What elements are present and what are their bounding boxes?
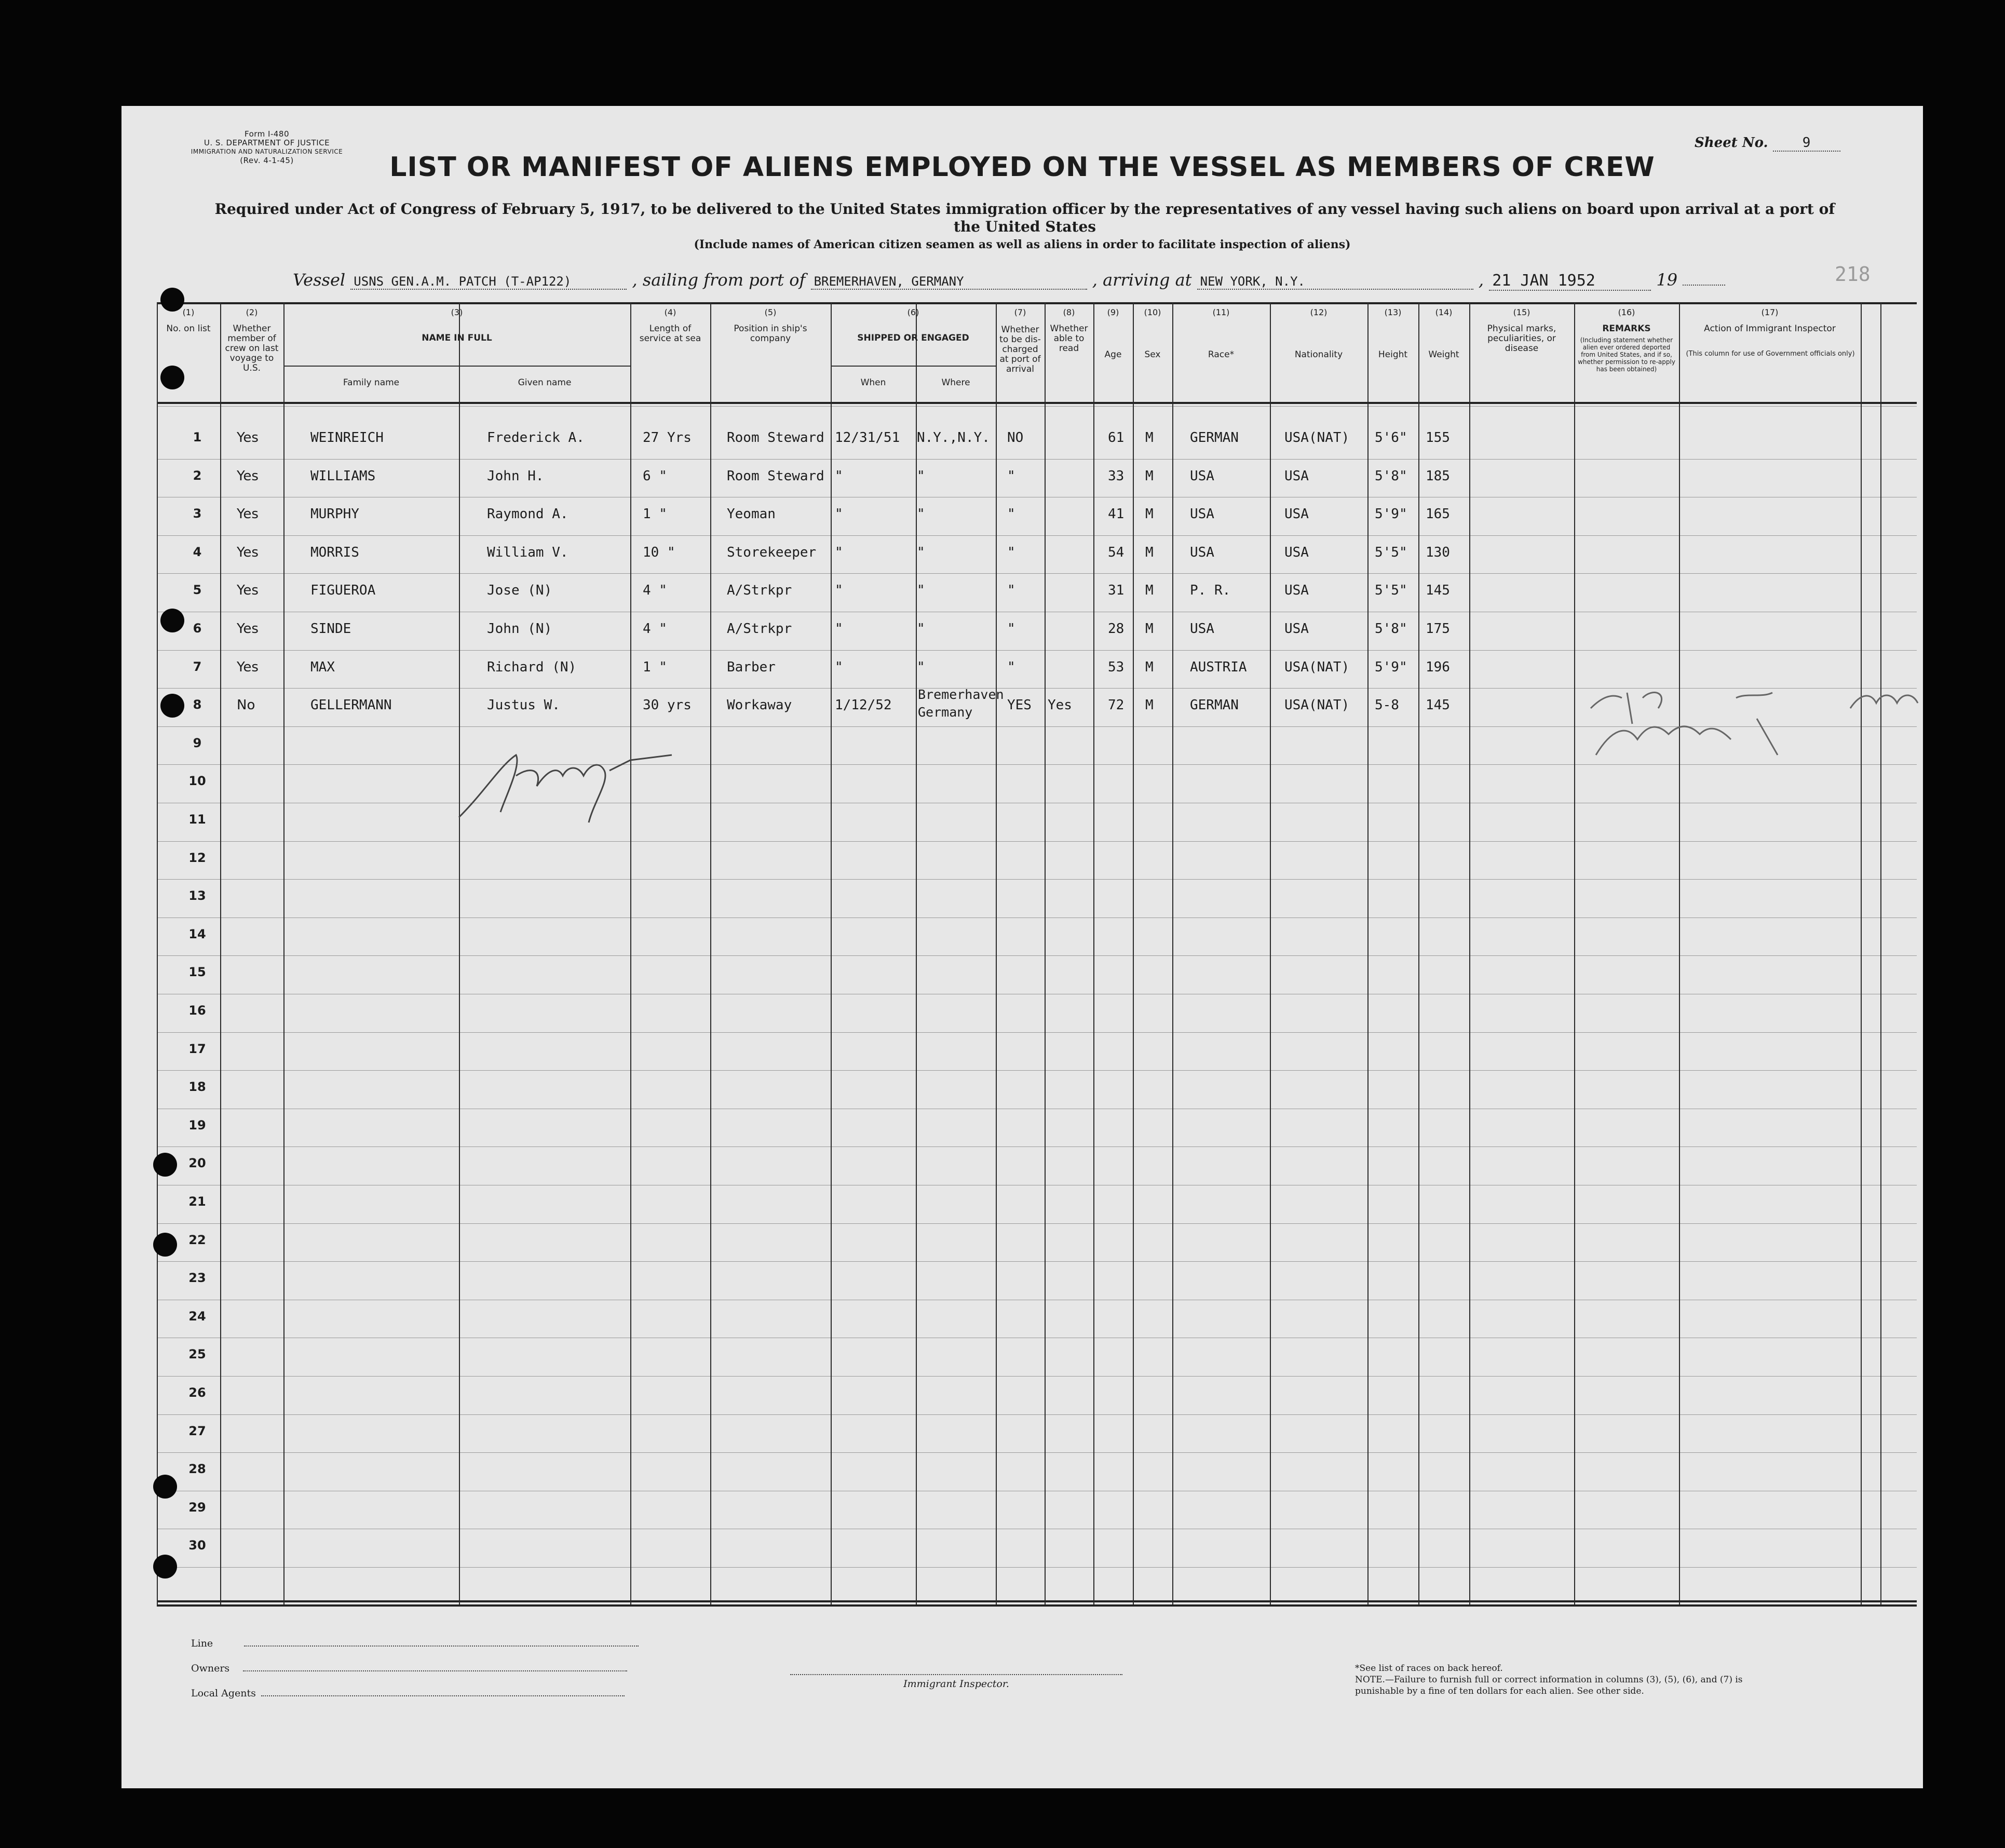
sheet-number <box>1695 135 1840 152</box>
row-number: 28 <box>188 1462 206 1477</box>
crew-position: Room Steward <box>727 468 824 484</box>
row-number: 7 <box>193 659 202 674</box>
row-rule <box>157 535 1917 536</box>
year-label: 19 <box>1656 270 1678 290</box>
crew-given: John (N) <box>487 621 552 637</box>
column-header-c15: Physical marks, peculiarities, or disease <box>1487 323 1556 354</box>
row-number: 29 <box>188 1500 206 1515</box>
crew-nationality: USA <box>1284 583 1309 599</box>
row-number: 17 <box>188 1041 206 1056</box>
crew-race: USA <box>1190 468 1214 484</box>
column-header-c16: REMARKS <box>1602 323 1651 334</box>
voyage-line: Vessel USNS GEN.A.M. PATCH (T-AP122) , sailing from port of BREMERHAVEN, GERMANY , arriving at NEW YORK, N.Y. , 21 JAN 1952 19 <box>293 270 1850 291</box>
column-number-c15: (15) <box>1513 307 1530 317</box>
table-rule <box>157 1604 1917 1607</box>
footer-owners <box>191 1663 627 1674</box>
column-rule <box>1093 302 1094 1604</box>
crew-discharged: " <box>1007 544 1015 560</box>
crew-position: A/Strkpr <box>727 583 792 599</box>
sheet-number-label: Sheet No. <box>1695 135 1768 151</box>
column-rule <box>710 302 711 1604</box>
column-header-c9: Age <box>1104 349 1122 360</box>
column-header-c5: Position in ship's company <box>734 323 807 344</box>
crew-prev: Yes <box>237 583 259 599</box>
column-number-c17: (17) <box>1761 307 1779 317</box>
column-number-c11: (11) <box>1212 307 1230 317</box>
row-number: 8 <box>193 697 202 712</box>
shipped-subheader-rule <box>831 366 996 367</box>
crew-height: 5'5" <box>1375 583 1407 599</box>
crew-family: FIGUEROA <box>310 583 376 599</box>
crew-when: 12/31/51 <box>835 430 900 446</box>
crew-age: 54 <box>1108 544 1125 560</box>
crew-service: 30 yrs <box>643 697 692 713</box>
crew-discharged: " <box>1007 659 1015 675</box>
crew-height: 5-8 <box>1375 697 1399 713</box>
crew-discharged: " <box>1007 506 1015 522</box>
binder-hole <box>160 609 184 632</box>
column-header-c11: Race* <box>1208 349 1235 360</box>
crew-prev: Yes <box>237 621 259 637</box>
crew-race: P. R. <box>1190 583 1231 599</box>
row-number: 6 <box>193 621 202 636</box>
crew-weight: 155 <box>1426 430 1450 446</box>
row-number: 10 <box>188 774 206 789</box>
column-number-c9: (9) <box>1107 307 1119 317</box>
column-rule <box>1679 302 1680 1604</box>
column-header-c3: NAME IN FULL <box>422 333 492 343</box>
remarks-handwriting <box>1580 677 1788 771</box>
column-header-c7: Whether to be dis-charged at port of arrival <box>999 325 1041 374</box>
row-rule <box>157 1223 1917 1224</box>
sheet-number-value: 9 <box>1773 135 1840 152</box>
footer-inspector <box>790 1674 1122 1690</box>
crew-where: Bremerhaven Germany <box>918 687 1004 720</box>
table-rule <box>157 402 1917 404</box>
crew-weight: 185 <box>1426 468 1450 484</box>
name-subheader-divider <box>459 366 460 402</box>
crew-when: 1/12/52 <box>835 697 892 713</box>
form-rev: (Rev. 4-1-45) <box>240 156 294 165</box>
row-number: 18 <box>188 1080 206 1095</box>
footer-owners-label: Owners <box>191 1663 230 1674</box>
crew-sex: M <box>1145 468 1154 484</box>
crew-sex: M <box>1145 697 1154 713</box>
sailing-label: , sailing from port of <box>632 270 806 290</box>
crew-family: WEINREICH <box>310 430 384 446</box>
arriving-label: , arriving at <box>1092 270 1192 290</box>
crew-sex: M <box>1145 659 1154 675</box>
row-number: 20 <box>188 1156 206 1171</box>
footer-agents <box>191 1688 625 1699</box>
row-number: 23 <box>188 1271 206 1286</box>
crew-discharged: NO <box>1007 430 1024 446</box>
form-number: Form I-480 <box>244 129 290 139</box>
column-number-c1: (1) <box>182 307 195 317</box>
crew-race: USA <box>1190 506 1214 522</box>
name-subheader-rule <box>283 366 630 367</box>
crew-nationality: USA(NAT) <box>1284 697 1350 713</box>
signature-justus <box>454 734 703 828</box>
binder-hole <box>153 1475 177 1499</box>
crew-where: " <box>917 621 925 637</box>
crew-when: " <box>835 468 843 484</box>
crew-weight: 175 <box>1426 621 1450 637</box>
crew-service: 1 " <box>643 659 667 675</box>
column-number-c8: (8) <box>1063 307 1075 317</box>
row-rule <box>157 573 1917 574</box>
column-header-family-name: Family name <box>343 377 400 388</box>
crew-sex: M <box>1145 506 1154 522</box>
footer-line-label: Line <box>191 1638 213 1649</box>
crew-sex: M <box>1145 544 1154 560</box>
race-note: *See list of races on back hereof. <box>1355 1663 1503 1674</box>
row-rule <box>157 1070 1917 1071</box>
column-rule <box>996 302 997 1604</box>
row-number: 11 <box>188 812 206 827</box>
column-rule <box>157 302 158 1604</box>
crew-where: " <box>917 659 925 675</box>
crew-service: 4 " <box>643 583 667 599</box>
crew-family: MORRIS <box>310 544 359 560</box>
crew-when: " <box>835 583 843 599</box>
form-dept: U. S. DEPARTMENT OF JUSTICE <box>204 138 330 147</box>
crew-service: 1 " <box>643 506 667 522</box>
row-rule <box>157 841 1917 842</box>
row-number: 2 <box>193 468 202 483</box>
row-number: 13 <box>188 888 206 903</box>
crew-nationality: USA <box>1284 621 1309 637</box>
crew-weight: 196 <box>1426 659 1450 675</box>
crew-nationality: USA(NAT) <box>1284 659 1350 675</box>
crew-service: 10 " <box>643 544 675 560</box>
column-number-c4: (4) <box>664 307 676 317</box>
row-number: 24 <box>188 1309 206 1324</box>
row-number: 27 <box>188 1423 206 1438</box>
crew-race: USA <box>1190 621 1214 637</box>
vessel-name: USNS GEN.A.M. PATCH (T-AP122) <box>350 274 627 290</box>
column-header-c16-sub: (Including statement whether alien ever ordered deported from United States, and if so, whether permission to re-apply has been obtained) <box>1578 336 1675 373</box>
crew-position: Yeoman <box>727 506 776 522</box>
column-header-c8: Whether able to read <box>1050 323 1088 354</box>
arriving-port: NEW YORK, N.Y. <box>1197 274 1473 290</box>
binder-hole <box>153 1153 177 1177</box>
row-rule <box>157 1376 1917 1377</box>
crew-age: 31 <box>1108 583 1125 599</box>
row-rule <box>157 1567 1917 1568</box>
crew-position: Workaway <box>727 697 792 713</box>
crew-family: WILLIAMS <box>310 468 376 484</box>
row-rule <box>157 1261 1917 1262</box>
crew-age: 28 <box>1108 621 1125 637</box>
crew-when: " <box>835 659 843 675</box>
column-header-c13: Height <box>1378 349 1408 360</box>
crew-when: " <box>835 544 843 560</box>
crew-read: Yes <box>1048 697 1072 713</box>
column-rule <box>831 302 832 1604</box>
crew-age: 61 <box>1108 430 1125 446</box>
crew-discharged: " <box>1007 468 1015 484</box>
year-fill <box>1683 285 1725 286</box>
crew-weight: 165 <box>1426 506 1450 522</box>
crew-service: 6 " <box>643 468 667 484</box>
column-rule <box>630 302 631 1604</box>
column-rule <box>459 302 460 1604</box>
crew-given: Raymond A. <box>487 506 568 522</box>
row-number: 19 <box>188 1117 206 1132</box>
crew-sex: M <box>1145 621 1154 637</box>
crew-height: 5'9" <box>1375 506 1407 522</box>
crew-service: 4 " <box>643 621 667 637</box>
crew-given: Jose (N) <box>487 583 552 599</box>
crew-sex: M <box>1145 583 1154 599</box>
row-number: 3 <box>193 506 202 521</box>
column-rule <box>1418 302 1419 1604</box>
column-number-c13: (13) <box>1384 307 1402 317</box>
footer-inspector-label: Immigrant Inspector. <box>903 1678 1009 1690</box>
crew-height: 5'6" <box>1375 430 1407 446</box>
crew-position: Barber <box>727 659 776 675</box>
footer-notes <box>1355 1663 1770 1697</box>
crew-position: Storekeeper <box>727 544 817 560</box>
crew-prev: Yes <box>237 430 259 446</box>
column-number-c6: (6) <box>907 307 919 317</box>
row-rule <box>157 1452 1917 1453</box>
page-subtitle: Required under Act of Congress of February 5, 1917, to be delivered to the United States immigration officer by the representatives of any vessel having such aliens on board upon arrival at a port of the United States <box>214 200 1835 235</box>
remarks-number-handwriting <box>1845 677 1923 719</box>
crew-when: " <box>835 621 843 637</box>
row-number: 4 <box>193 544 202 559</box>
column-header-given-name: Given name <box>518 377 572 388</box>
crew-family: GELLERMANN <box>310 697 392 713</box>
column-number-c7: (7) <box>1014 307 1026 317</box>
row-number: 26 <box>188 1385 206 1400</box>
column-rule <box>916 302 917 1604</box>
row-number: 21 <box>188 1194 206 1209</box>
shipped-subheader-divider <box>916 366 917 402</box>
column-rule <box>283 302 285 1604</box>
row-number: 25 <box>188 1347 206 1362</box>
crew-weight: 145 <box>1426 697 1450 713</box>
column-number-c5: (5) <box>764 307 777 317</box>
crew-height: 5'5" <box>1375 544 1407 560</box>
manifest-sheet <box>121 106 1923 1788</box>
column-rule <box>1133 302 1134 1604</box>
column-number-c12: (12) <box>1310 307 1327 317</box>
column-rule <box>1172 302 1173 1604</box>
column-rule <box>220 302 221 1604</box>
column-header-c14: Weight <box>1428 349 1459 360</box>
crew-prev: Yes <box>237 506 259 522</box>
column-rule <box>1469 302 1470 1604</box>
row-number: 5 <box>193 583 202 598</box>
crew-prev: Yes <box>237 544 259 560</box>
crew-given: Justus W. <box>487 697 560 713</box>
crew-nationality: USA <box>1284 468 1309 484</box>
column-rule <box>1574 302 1575 1604</box>
row-number: 9 <box>193 735 202 750</box>
column-header-c4: Length of service at sea <box>639 323 701 344</box>
column-number-c10: (10) <box>1144 307 1161 317</box>
crew-family: MAX <box>310 659 335 675</box>
crew-when: " <box>835 506 843 522</box>
column-header-c10: Sex <box>1144 349 1161 360</box>
sailing-port: BREMERHAVEN, GERMANY <box>811 274 1087 290</box>
arrival-date: 21 JAN 1952 <box>1489 272 1651 291</box>
crew-given: John H. <box>487 468 544 484</box>
crew-discharged: YES <box>1007 697 1032 713</box>
crew-service: 27 Yrs <box>643 430 692 446</box>
column-number-c3: (3) <box>451 307 463 317</box>
row-rule <box>157 1146 1917 1147</box>
crew-position: Room Steward <box>727 430 824 446</box>
binder-hole <box>153 1233 177 1257</box>
crew-position: A/Strkpr <box>727 621 792 637</box>
crew-discharged: " <box>1007 621 1015 637</box>
column-rule <box>1270 302 1271 1604</box>
column-header-where: Where <box>941 377 970 388</box>
table-rule <box>157 302 1917 304</box>
vessel-label: Vessel <box>293 270 346 290</box>
crew-given: William V. <box>487 544 568 560</box>
column-header-c6: SHIPPED OR ENGAGED <box>857 333 969 343</box>
row-number: 12 <box>188 850 206 865</box>
crew-prev: No <box>237 697 255 713</box>
crew-height: 5'8" <box>1375 468 1407 484</box>
column-rule <box>1861 302 1862 1604</box>
row-rule <box>157 1032 1917 1033</box>
crew-age: 41 <box>1108 506 1125 522</box>
crew-where: " <box>917 583 925 599</box>
column-number-c2: (2) <box>246 307 258 317</box>
column-rule <box>1880 302 1881 1604</box>
column-number-c16: (16) <box>1618 307 1635 317</box>
column-rule <box>1045 302 1046 1604</box>
column-header-c2: Whether member of crew on last voyage to U.S. <box>225 323 279 373</box>
row-rule <box>157 879 1917 880</box>
crew-given: Frederick A. <box>487 430 585 446</box>
column-header-c17: Action of Immigrant Inspector <box>1704 323 1836 334</box>
row-rule <box>157 1414 1917 1415</box>
binder-hole <box>160 288 184 312</box>
crew-prev: Yes <box>237 659 259 675</box>
penalty-note: NOTE.—Failure to furnish full or correct information in columns (3), (5), (6), and (7) is punishable by a fine of ten dollars for each alien. See other side. <box>1355 1675 1743 1696</box>
row-number: 30 <box>188 1538 206 1553</box>
binder-hole <box>153 1555 177 1579</box>
binder-hole <box>160 694 184 718</box>
crew-height: 5'8" <box>1375 621 1407 637</box>
row-number: 14 <box>188 926 206 941</box>
crew-weight: 145 <box>1426 583 1450 599</box>
crew-nationality: USA <box>1284 544 1309 560</box>
crew-where: " <box>917 506 925 522</box>
crew-where: " <box>917 544 925 560</box>
column-header-c1: No. on list <box>166 323 211 334</box>
row-rule <box>157 955 1917 956</box>
form-service: IMMIGRATION AND NATURALIZATION SERVICE <box>191 148 343 155</box>
row-rule <box>157 459 1917 460</box>
crew-family: SINDE <box>310 621 351 637</box>
page-stamp: 218 <box>1835 263 1871 286</box>
include-note: (Include names of American citizen seamen as well as aliens in order to facilitate inspection of aliens) <box>694 238 1351 251</box>
crew-nationality: USA(NAT) <box>1284 430 1350 446</box>
row-number: 1 <box>193 430 202 444</box>
crew-prev: Yes <box>237 468 259 484</box>
row-rule <box>157 650 1917 651</box>
crew-race: GERMAN <box>1190 430 1239 446</box>
page-title: LIST OR MANIFEST OF ALIENS EMPLOYED ON THE VESSEL AS MEMBERS OF CREW <box>389 152 1655 183</box>
row-number: 22 <box>188 1232 206 1247</box>
crew-nationality: USA <box>1284 506 1309 522</box>
crew-sex: M <box>1145 430 1154 446</box>
column-header-when: When <box>860 377 886 388</box>
crew-discharged: " <box>1007 583 1015 599</box>
crew-height: 5'9" <box>1375 659 1407 675</box>
table-rule <box>157 406 1917 407</box>
crew-age: 53 <box>1108 659 1125 675</box>
crew-where: " <box>917 468 925 484</box>
crew-weight: 130 <box>1426 544 1450 560</box>
row-number: 15 <box>188 965 206 980</box>
crew-family: MURPHY <box>310 506 359 522</box>
crew-where: N.Y.,N.Y. <box>917 430 990 446</box>
binder-hole <box>160 366 184 389</box>
column-header-c17-sub: (This column for use of Government officials only) <box>1686 350 1855 358</box>
crew-age: 33 <box>1108 468 1125 484</box>
footer-line <box>191 1638 639 1649</box>
footer-agents-label: Local Agents <box>191 1688 256 1699</box>
row-number: 16 <box>188 1003 206 1018</box>
crew-race: AUSTRIA <box>1190 659 1247 675</box>
column-rule <box>1367 302 1369 1604</box>
column-number-c14: (14) <box>1435 307 1453 317</box>
column-header-c12: Nationality <box>1294 349 1343 360</box>
crew-race: GERMAN <box>1190 697 1239 713</box>
table-rule <box>157 1600 1917 1602</box>
crew-age: 72 <box>1108 697 1125 713</box>
crew-given: Richard (N) <box>487 659 577 675</box>
crew-race: USA <box>1190 544 1214 560</box>
